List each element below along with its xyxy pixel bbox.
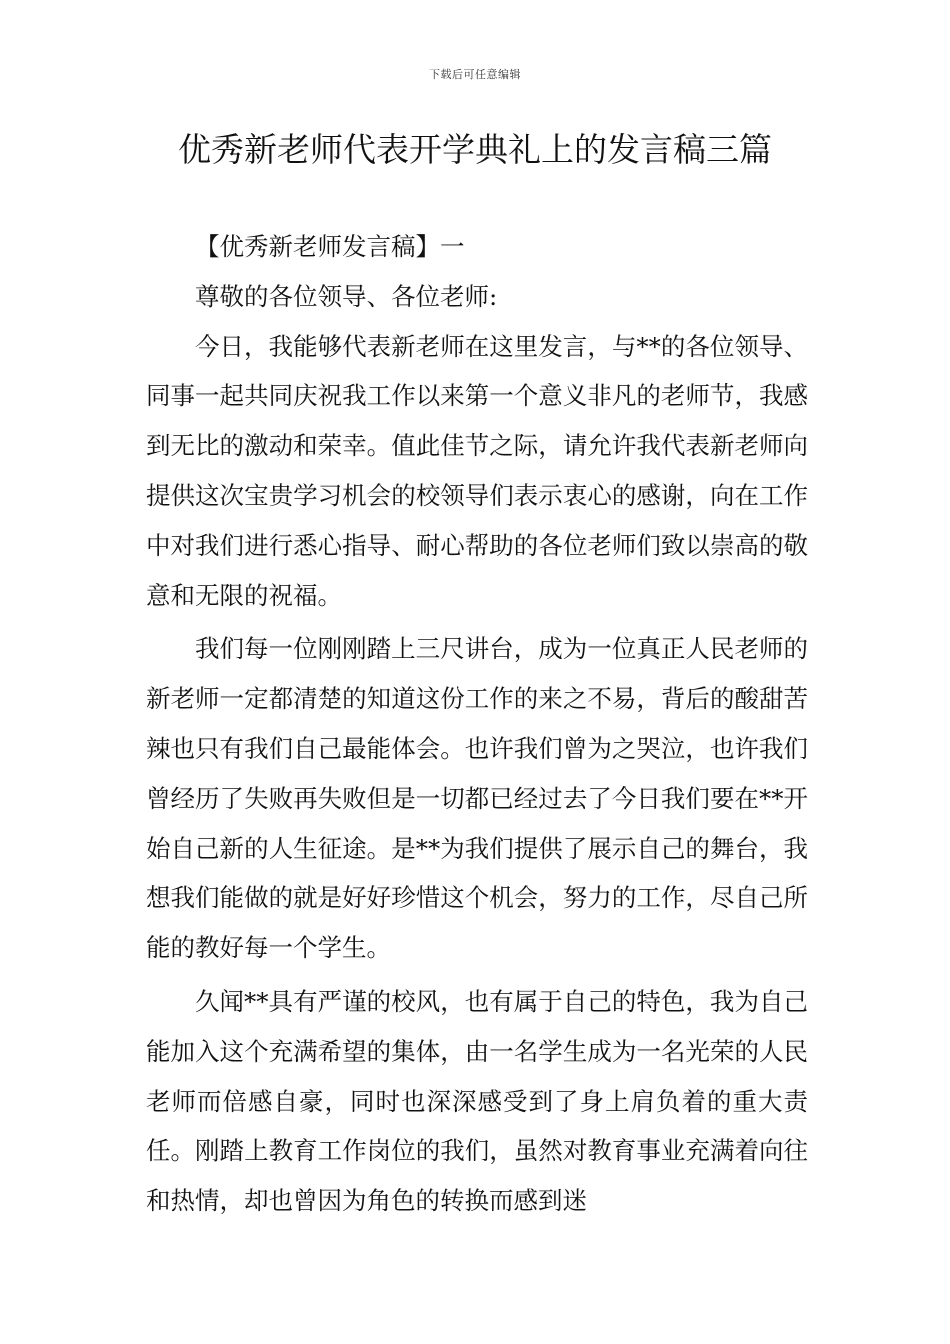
paragraph-2: 我们每一位刚刚踏上三尺讲台，成为一位真正人民老师的新老师一定都清楚的知道这份工作的来之不易，背后的酸甜苦辣也只有我们自己最能体会。也许我们曾为之哭泣，也许我们曾经历了失败再失败但是一切都已经过去了今日我们要在**开始自己新的人生征途。是**为我们提供了展示自己的舞台，我想我们能做的就是好好珍惜这个机会，努力的工作，尽自己所能的教好每一个学生。 <box>146 634 808 963</box>
header-note: 下载后可任意编辑 <box>429 68 521 81</box>
paragraph-1: 今日，我能够代表新老师在这里发言，与**的各位领导、同事一起共同庆祝我工作以来第一个意义非凡的老师节，我感到无比的激动和荣幸。值此佳节之际，请允许我代表新老师向提供这次宝贵学习机会的校领导们表示衷心的感谢，向在工作中对我们进行悉心指导、耐心帮助的各位老师们致以崇高的敬意和无限的祝福。 <box>146 331 808 610</box>
document-body <box>146 222 808 1226</box>
salutation: 尊敬的各位领导、各位老师: <box>195 281 498 311</box>
section-label: 【优秀新老师发言稿】一 <box>195 232 465 261</box>
paragraph-3: 久闻**具有严谨的校风，也有属于自己的特色，我为自己能加入这个充满希望的集体，由一名学生成为一名光荣的人民老师而倍感自豪，同时也深深感受到了身上肩负着的重大责任。刚踏上教育工作岗位的我们，虽然对教育事业充满着向往和热情，却也曾因为角色的转换而感到迷 <box>146 986 808 1216</box>
document-title: 优秀新老师代表开学典礼上的发言稿三篇 <box>178 130 772 169</box>
